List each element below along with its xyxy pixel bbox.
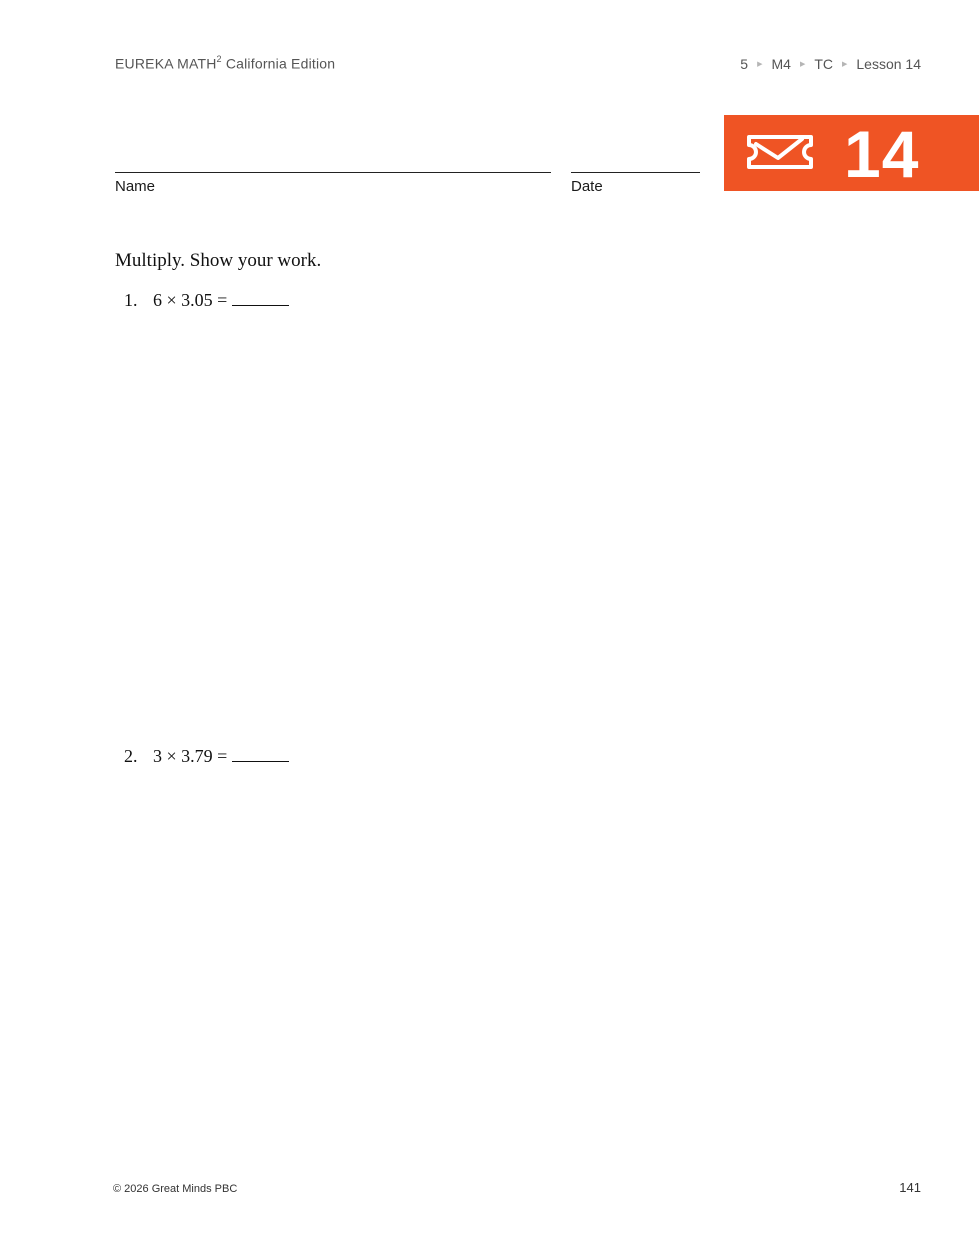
breadcrumb-separator-icon: ▶ bbox=[842, 61, 848, 68]
breadcrumb-grade: 5 bbox=[740, 56, 749, 72]
breadcrumb-section: TC bbox=[814, 56, 833, 72]
problem-expression: 6 × 3.05 = bbox=[153, 290, 228, 310]
page-number: 141 bbox=[899, 1180, 921, 1195]
series-title bbox=[115, 55, 335, 72]
problem-2 bbox=[124, 746, 289, 767]
edition-name: California Edition bbox=[221, 55, 336, 72]
exit-ticket-icon bbox=[746, 133, 814, 176]
brand-name: EUREKA MATH bbox=[115, 55, 217, 72]
problem-1 bbox=[124, 290, 289, 311]
date-field[interactable] bbox=[571, 172, 700, 173]
breadcrumb bbox=[740, 56, 921, 72]
lesson-badge bbox=[724, 115, 979, 191]
lesson-number: 14 bbox=[844, 117, 920, 191]
answer-blank[interactable] bbox=[232, 747, 289, 762]
breadcrumb-separator-icon: ▶ bbox=[799, 61, 806, 68]
breadcrumb-module: M4 bbox=[771, 56, 791, 72]
name-field[interactable] bbox=[115, 172, 551, 173]
copyright: © 2026 Great Minds PBC bbox=[113, 1183, 238, 1195]
problem-number: 2. bbox=[124, 746, 138, 766]
instructions: Multiply. Show your work. bbox=[115, 250, 322, 271]
date-label: Date bbox=[571, 178, 603, 195]
answer-blank[interactable] bbox=[232, 291, 289, 306]
name-label: Name bbox=[115, 178, 156, 195]
problem-expression: 3 × 3.79 = bbox=[153, 746, 228, 766]
problem-number: 1. bbox=[124, 290, 138, 310]
breadcrumb-separator-icon: ▶ bbox=[757, 61, 763, 68]
brand-superscript: 2 bbox=[216, 54, 222, 64]
breadcrumb-lesson: Lesson 14 bbox=[856, 56, 921, 72]
